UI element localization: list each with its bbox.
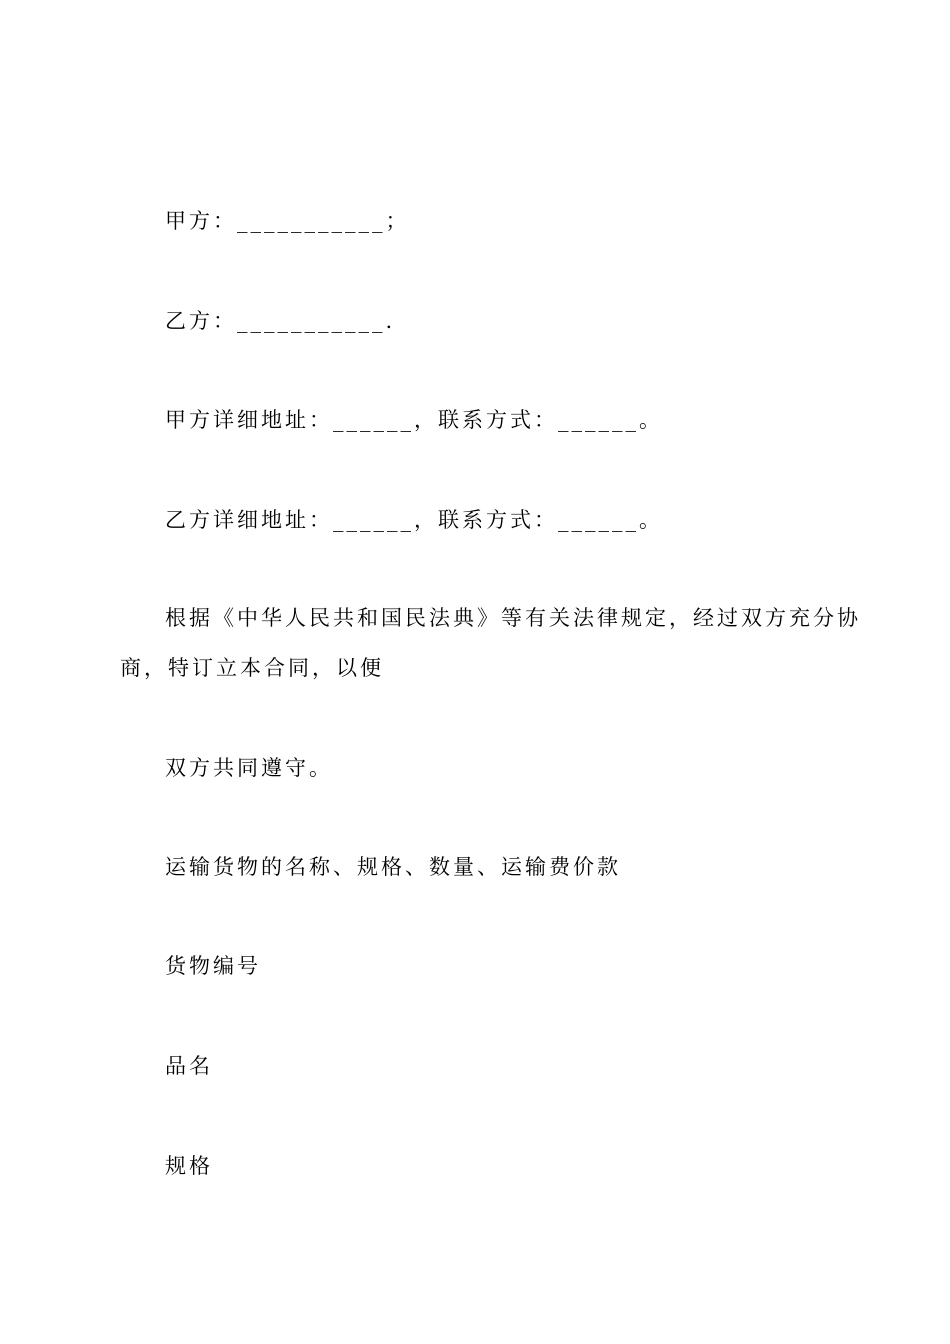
field-goods-number: 货物编号	[165, 954, 261, 978]
preamble-line-3: 双方共同遵守。	[165, 756, 333, 780]
party-a-line: 甲方：___________；	[165, 209, 410, 233]
section-title: 运输货物的名称、规格、数量、运输费价款	[165, 855, 621, 879]
party-a-address-line: 甲方详细地址：______，联系方式：______。	[165, 408, 663, 432]
preamble-line-2: 商，特订立本合同，以便	[120, 656, 384, 680]
party-b-address-line: 乙方详细地址：______，联系方式：______。	[165, 508, 663, 532]
field-specification: 规格	[165, 1154, 213, 1178]
field-product-name: 品名	[165, 1054, 213, 1078]
party-b-line: 乙方：___________.	[165, 309, 396, 333]
preamble-line-1: 根据《中华人民共和国民法典》等有关法律规定，经过双方充分协	[165, 606, 861, 630]
